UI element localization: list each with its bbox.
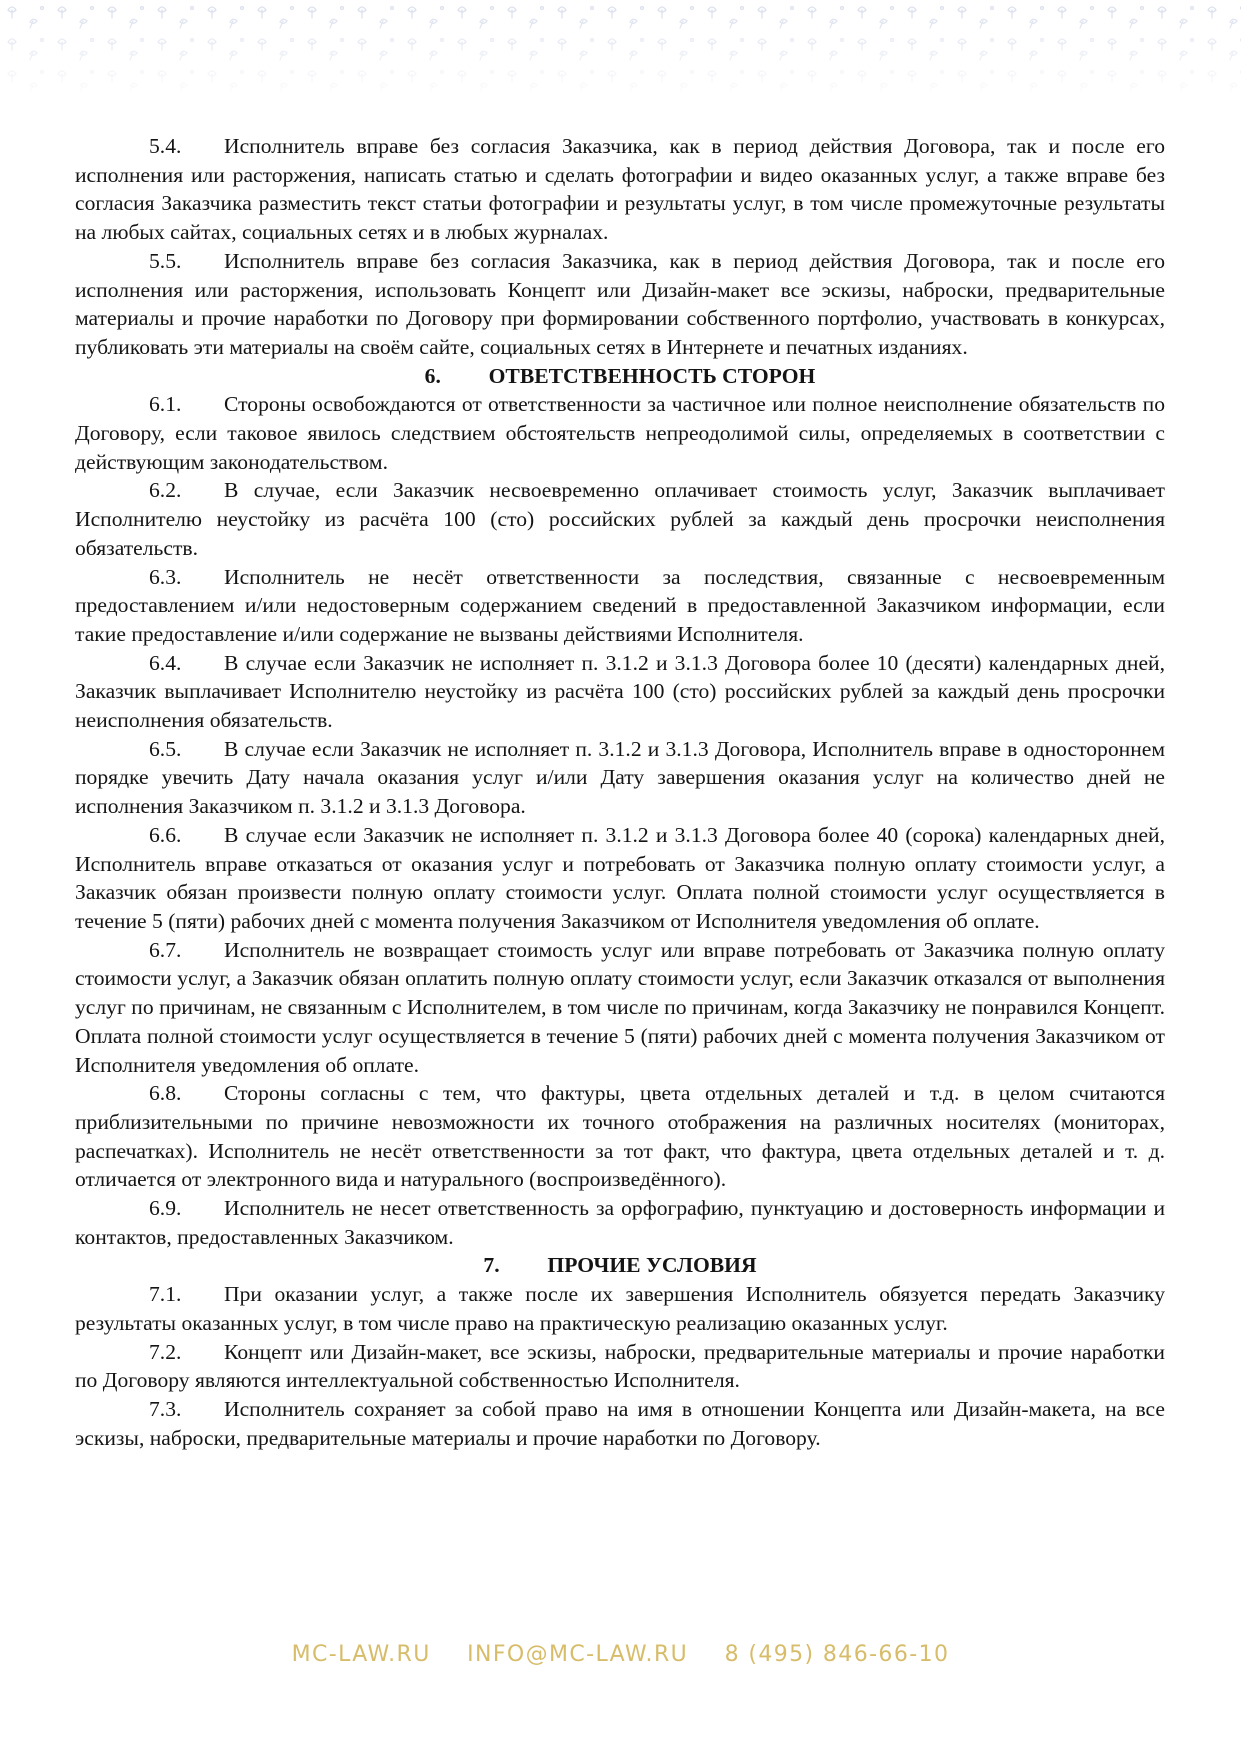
section-heading bbox=[75, 362, 1165, 391]
header-decorative-pattern bbox=[0, 0, 1241, 100]
clause-paragraph bbox=[75, 1338, 1165, 1395]
section-heading-number: 7. bbox=[483, 1253, 500, 1278]
clause-number: 7.2. bbox=[149, 1339, 182, 1364]
clause-paragraph bbox=[75, 247, 1165, 362]
clause-number: 6.4. bbox=[149, 650, 182, 675]
clause-text: В случае, если Заказчик несвоевременно оплачивает стоимость услуг, Заказчик выплачивает Исполнителю неустойку из расчёта 100 (сто) российских рублей за каждый день просрочки неисполнения обязательств. bbox=[75, 478, 1165, 560]
clause-paragraph bbox=[75, 1280, 1165, 1337]
clause-paragraph bbox=[75, 1079, 1165, 1194]
clause-number: 6.8. bbox=[149, 1081, 182, 1106]
clause-text: В случае если Заказчик не исполняет п. 3.1.2 и 3.1.3 Договора, Исполнитель вправе в одностороннем порядке увечить Дату начала оказания услуг и/или Дату завершения оказания услуг на количество дней не исполнения Заказчиком п. 3.1.2 и 3.1.3 Договора. bbox=[75, 736, 1165, 819]
clause-paragraph bbox=[75, 390, 1165, 476]
clause-number: 7.1. bbox=[149, 1282, 182, 1307]
clause-paragraph bbox=[75, 476, 1165, 562]
section-heading-title: ОТВЕТСТВЕННОСТЬ СТОРОН bbox=[488, 363, 816, 388]
clause-text: Исполнитель не несёт ответственности за последствия, связанные с несвоевременным предоставлением и/или недостоверным содержанием сведений в предоставленной Заказчиком информации, если такие предоставление и/или содержание не вызваны действиями Исполнителя. bbox=[75, 564, 1165, 646]
clause-number: 6.5. bbox=[149, 736, 182, 761]
clause-text: Исполнитель не несет ответственность за орфографию, пунктуацию и достоверность информации и контактов, предоставленных Заказчиком. bbox=[75, 1196, 1165, 1249]
footer-email-link[interactable]: INFO@MC-LAW.RU bbox=[467, 1642, 689, 1667]
clause-text: Исполнитель сохраняет за собой право на имя в отношении Концепта или Дизайн-макета, на все эскизы, наброски, предварительные материалы и прочие наработки по Договору. bbox=[75, 1396, 1165, 1450]
clause-text: Стороны согласны с тем, что фактуры, цвета отдельных деталей и т.д. в целом считаются приблизительными по причине невозможности их точного отображения на различных носителях (мониторах, распечатках). Исполнитель не несёт ответственности за тот факт, что фактура, цвета отдельных деталей и т. д. отличается от электронного вида и натурального (воспроизведённого). bbox=[75, 1081, 1165, 1192]
section-heading-title: ПРОЧИЕ УСЛОВИЯ bbox=[547, 1253, 757, 1278]
clause-number: 6.3. bbox=[149, 564, 182, 589]
section-heading bbox=[75, 1251, 1165, 1280]
clause-paragraph bbox=[75, 821, 1165, 936]
clause-number: 6.2. bbox=[149, 478, 182, 503]
section-heading-number: 6. bbox=[424, 363, 441, 388]
clause-text: Исполнитель не возвращает стоимость услуг или вправе потребовать от Заказчика полную оплату стоимости услуг, а Заказчик обязан оплатить полную оплату стоимости услуг, если Заказчик отказался от выполнения услуг по причинам, не связанным с Исполнителем, в том числе по причинам, когда Заказчику не понравился Концепт. Оплата полной стоимости услуг осуществляется в течение 5 (пяти) рабочих дней с момента получения Заказчиком от Исполнителя уведомления об оплате. bbox=[75, 937, 1165, 1077]
clause-text: При оказании услуг, а также после их завершения Исполнитель обязуется передать Заказчику результаты оказанных услуг, в том числе право на практическую реализацию оказанных услуг. bbox=[75, 1282, 1165, 1335]
clause-number: 5.4. bbox=[149, 134, 182, 158]
clause-text: В случае если Заказчик не исполняет п. 3.1.2 и 3.1.3 Договора более 40 (сорока) календарных дней, Исполнитель вправе отказаться от оказания услуг и потребовать от Заказчика полную оплату стоимости услуг, а Заказчик обязан произвести полную оплату стоимости услуг. Оплата полной стоимости услуг осуществляется в течение 5 (пяти) рабочих дней с момента получения Заказчиком от Исполнителя уведомления об оплате. bbox=[75, 822, 1165, 933]
clause-number: 7.3. bbox=[149, 1396, 182, 1421]
clause-paragraph bbox=[75, 1194, 1165, 1251]
clause-text: Концепт или Дизайн-макет, все эскизы, наброски, предварительные материалы и прочие наработки по Договору являются интеллектуальной собственностью Исполнителя. bbox=[75, 1339, 1165, 1393]
footer-phone: 8 (495) 846-66-10 bbox=[724, 1642, 950, 1667]
clause-number: 6.6. bbox=[149, 822, 182, 847]
clause-text: В случае если Заказчик не исполняет п. 3.1.2 и 3.1.3 Договора более 10 (десяти) календарных дней, Заказчик выплачивает Исполнителю неустойку из расчёта 100 (сто) российских рублей за каждый день просрочки неисполнения обязательств. bbox=[75, 650, 1165, 733]
clause-paragraph bbox=[75, 735, 1165, 821]
clause-number: 5.5. bbox=[149, 248, 182, 273]
footer-website-link[interactable]: MC-LAW.RU bbox=[291, 1642, 431, 1667]
clause-text: Исполнитель вправе без согласия Заказчика, как в период действия Договора, так и после его исполнения или расторжения, использовать Концепт или Дизайн-макет все эскизы, наброски, предварительные материалы и прочие наработки по Договору при формировании собственного портфолио, участвовать в конкурсах, публиковать эти материалы на своём сайте, социальных сетях в Интернете и печатных изданиях. bbox=[75, 248, 1165, 359]
clause-paragraph bbox=[75, 649, 1165, 735]
footer-contacts bbox=[0, 1642, 1241, 1667]
clause-number: 6.9. bbox=[149, 1196, 182, 1221]
clause-paragraph bbox=[75, 563, 1165, 649]
clause-text: Стороны освобождаются от ответственности за частичное или полное неисполнение обязательств по Договору, если таковое явилось следствием обстоятельств непреодолимой силы, определяемых в соответствии с действующим законодательством. bbox=[75, 392, 1165, 474]
clause-number: 6.7. bbox=[149, 937, 182, 962]
clause-paragraph bbox=[75, 1395, 1165, 1452]
clause-number: 6.1. bbox=[149, 392, 182, 417]
clause-paragraph bbox=[75, 936, 1165, 1080]
clause-paragraph bbox=[75, 132, 1165, 247]
document-body bbox=[75, 132, 1165, 1452]
clause-text: Исполнитель вправе без согласия Заказчика, как в период действия Договора, так и после его исполнения или расторжения, написать статью и сделать фотографии и видео оказанных услуг, а также вправе без согласия Заказчика разместить текст статьи фотографии и результаты услуг, в том числе промежуточные результаты на любых сайтах, социальных сетях и в любых журналах. bbox=[75, 134, 1165, 245]
